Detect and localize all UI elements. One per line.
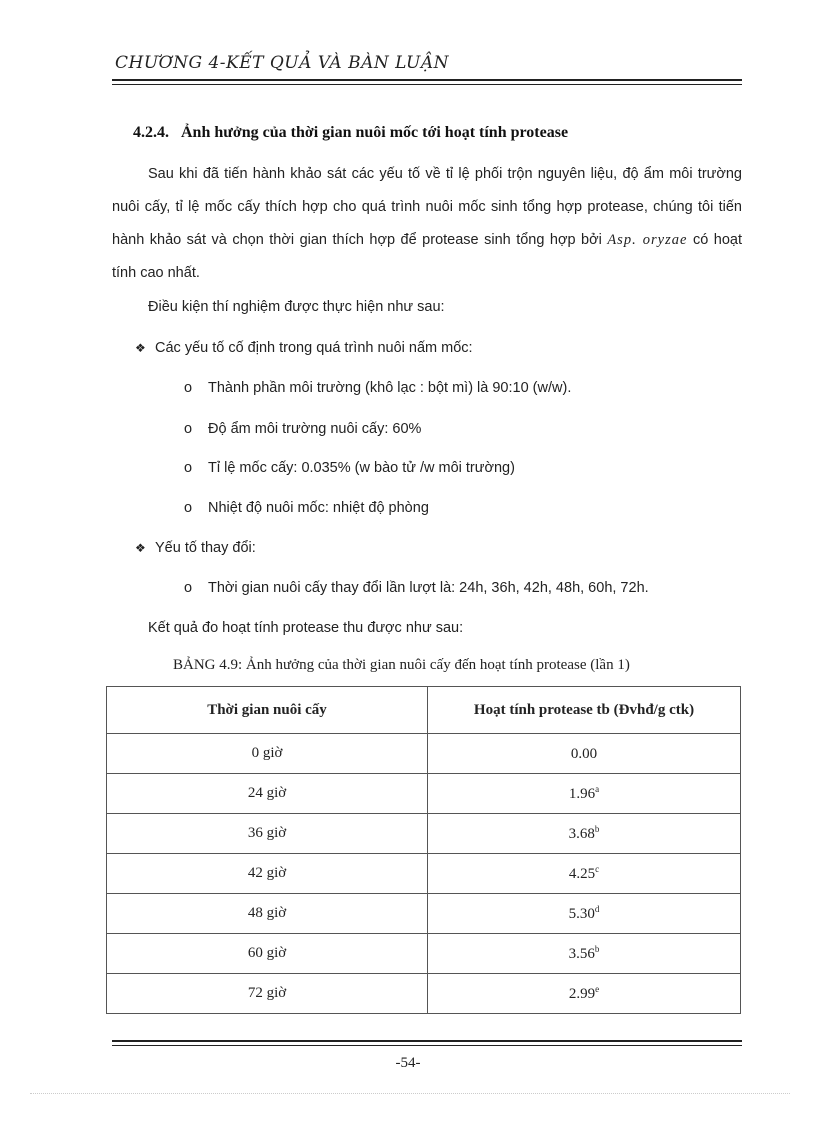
activity-cell: 3.56$^b$ [428,934,741,974]
fixed-factors-heading [135,340,473,356]
activity-cell: 4.25$^c$ [428,854,741,894]
variable-factors-label: Yếu tố thay đổi: [155,540,256,556]
section-number: 4.2.4. [133,124,169,141]
list-item [184,460,515,476]
table-row [107,894,741,934]
activity-cell: 5.30$^d$ [428,894,741,934]
table-header-row [107,687,741,734]
list-item [184,500,429,516]
chapter-title: CHƯƠNG 4-KẾT QUẢ VÀ BÀN LUẬN [115,53,450,73]
time-cell: 72 giờ [107,974,428,1014]
time-cell: 24 giờ [107,774,428,814]
circle-bullet-icon: o [184,421,193,437]
header-rule-thin [112,84,742,85]
table-row [107,854,741,894]
fixed-item-text: Thành phần môi trường (khô lạc : bột mì) là 90:10 (w/w). [208,380,572,396]
activity-cell: 1.96$^a$ [428,774,741,814]
variable-item-text: Thời gian nuôi cấy thay đổi lần lượt là: 24h, 36h, 42h, 48h, 60h, 72h. [208,580,649,596]
fixed-item-text: Nhiệt độ nuôi mốc: nhiệt độ phòng [208,500,429,516]
table-row [107,974,741,1014]
time-cell: 0 giờ [107,734,428,774]
activity-cell: 2.99e [428,974,741,1014]
section-heading [133,124,568,142]
intro-text-after: có hoạt tính cao nhất. [112,232,742,281]
fixed-item-text: Độ ẩm môi trường nuôi cấy: 60% [208,421,422,437]
fixed-item-text: Tỉ lệ mốc cấy: 0.035% (w bào tử /w môi trường) [208,460,515,476]
table-row [107,774,741,814]
diamond-bullet-icon: ❖ [135,341,146,355]
fixed-factors-label: Các yếu tố cố định trong quá trình nuôi nấm mốc: [155,340,473,356]
section-title: Ảnh hưởng của thời gian nuôi mốc tới hoạt tính protease [181,124,569,141]
header-rule-thick [112,79,742,81]
column-header: Thời gian nuôi cấy [107,687,428,734]
table-caption: BẢNG 4.9: Ảnh hưởng của thời gian nuôi cấy đến hoạt tính protease (lần 1) [173,657,630,673]
table-row [107,934,741,974]
organism-name: Asp. oryzae [607,232,688,248]
result-intro: Kết quả đo hoạt tính protease thu được như sau: [148,620,464,636]
time-cell: 36 giờ [107,814,428,854]
time-cell: 60 giờ [107,934,428,974]
list-item [184,580,649,596]
table-row [107,734,741,774]
diamond-bullet-icon: ❖ [135,541,146,555]
intro-text-before: Sau khi đã tiến hành khảo sát các yếu tố về tỉ lệ phối trộn nguyên liệu, độ ẩm môi trường nuôi cấy, tỉ lệ mốc cấy thích hợp cho quá trình nuôi mốc sinh tổng hợp protease, chúng tôi tiến hành khảo sát và chọn thời gian thích hợp để protease sinh tổng hợp bởi [112,166,742,248]
time-cell: 42 giờ [107,854,428,894]
list-item [184,421,421,437]
footer-rule-thin [112,1045,742,1046]
conditions-intro: Điều kiện thí nghiệm được thực hiện như sau: [148,299,445,315]
footer-rule-thick [112,1040,742,1042]
page-number: -54- [395,1055,421,1071]
activity-cell: 0.00 [428,734,741,774]
circle-bullet-icon: o [184,580,193,596]
column-header: Hoạt tính protease tb (Đvhđ/g ctk) [428,687,741,734]
circle-bullet-icon: o [184,380,193,396]
variable-factors-heading [135,540,256,556]
results-table [106,686,741,1014]
intro-paragraph [112,158,742,290]
circle-bullet-icon: o [184,500,193,516]
time-cell: 48 giờ [107,894,428,934]
activity-cell: 3.68$^b$ [428,814,741,854]
table-row [107,814,741,854]
page-bottom-divider [30,1093,790,1094]
list-item [184,380,571,396]
circle-bullet-icon: o [184,460,193,476]
